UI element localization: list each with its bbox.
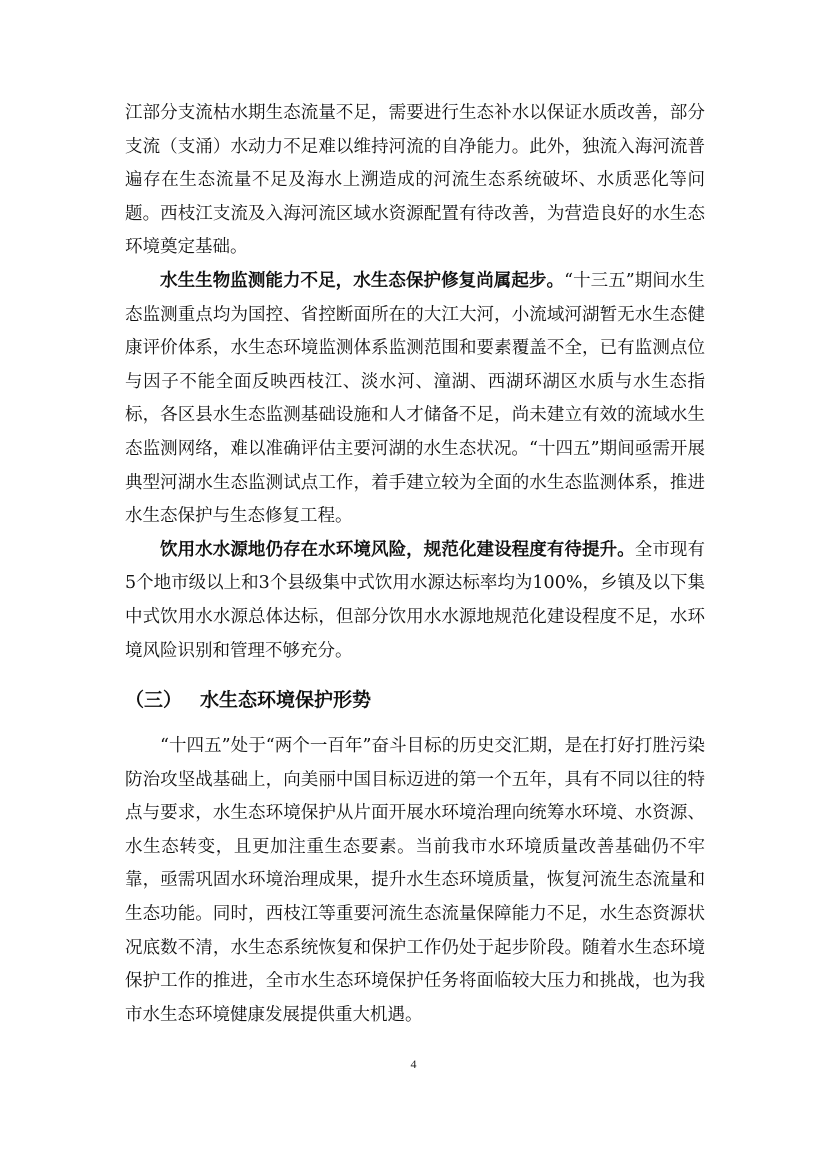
paragraph-3 [125, 534, 705, 668]
paragraph-3-body: 全市现有5个地市级以上和3个县级集中式饮用水源达标率均为100%，乡镇及以下集中式饮用水水源总体达标，但部分饮用水水源地规范化建设程度不足，水环境风险识别和管理不够充分。 [125, 539, 705, 661]
paragraph-1: 江部分支流枯水期生态流量不足，需要进行生态补水以保证水质改善，部分支流（支涌）水动力不足难以维持河流的自净能力。此外，独流入海河流普遍存在生态流量不足及海水上溯造成的河流生态系统破坏、水质恶化等问题。西枝江支流及入海河流区域水资源配置有待改善，为营造良好的水生态环境奠定基础。 [125, 103, 705, 258]
paragraph-2-lead: 水生生物监测能力不足，水生态保护修复尚属起步。 [160, 270, 565, 291]
paragraph-4: “十四五”处于“两个一百年”奋斗目标的历史交汇期，是在打好打胜污染防治攻坚战基础上，向美丽中国目标迈进的第一个五年，具有不同以往的特点与要求，水生态环境保护从片面开展水环境治理向统筹水环境、水资源、水生态转变，且更加注重生态要素。当前我市水环境质量改善基础仍不牢靠，亟需巩固水环境治理成果，提升水生态环境质量，恢复河流生态流量和生态功能。同时，西枝江等重要河流生态流量保障能力不足，水生态资源状况底数不清，水生态系统恢复和保护工作仍处于起步阶段。随着水生态环境保护工作的推进，全市水生态环境保护任务将面临较大压力和挑战，也为我市水生态环境健康发展提供重大机遇。 [125, 736, 705, 1025]
section-heading-number: （三） [125, 689, 183, 712]
page-number: 4 [410, 1057, 417, 1071]
paragraph-2-body: “十三五”期间水生态监测重点均为国控、省控断面所在的大江大河，小流域河湖暂无水生态健康评价体系，水生态环境监测体系监测范围和要素覆盖不全，已有监测点位与因子不能全面反映西枝江、淡水河、潼湖、西湖环湖区水质与水生态指标，各区县水生态监测基础设施和人才储备不足，尚未建立有效的流域水生态监测网络，难以准确评估主要河湖的水生态状况。“十四五”期间亟需开展典型河湖水生态监测试点工作，着手建立较为全面的水生态监测体系，推进水生态保护与生态修复工程。 [125, 270, 705, 527]
paragraph-2 [125, 265, 705, 534]
section-heading [125, 686, 705, 714]
page-content [125, 97, 705, 1032]
paragraph-3-lead: 饮用水水源地仍存在水环境风险，规范化建设程度有待提升。 [160, 539, 635, 560]
section-heading-title: 水生态环境保护形势 [200, 689, 372, 712]
